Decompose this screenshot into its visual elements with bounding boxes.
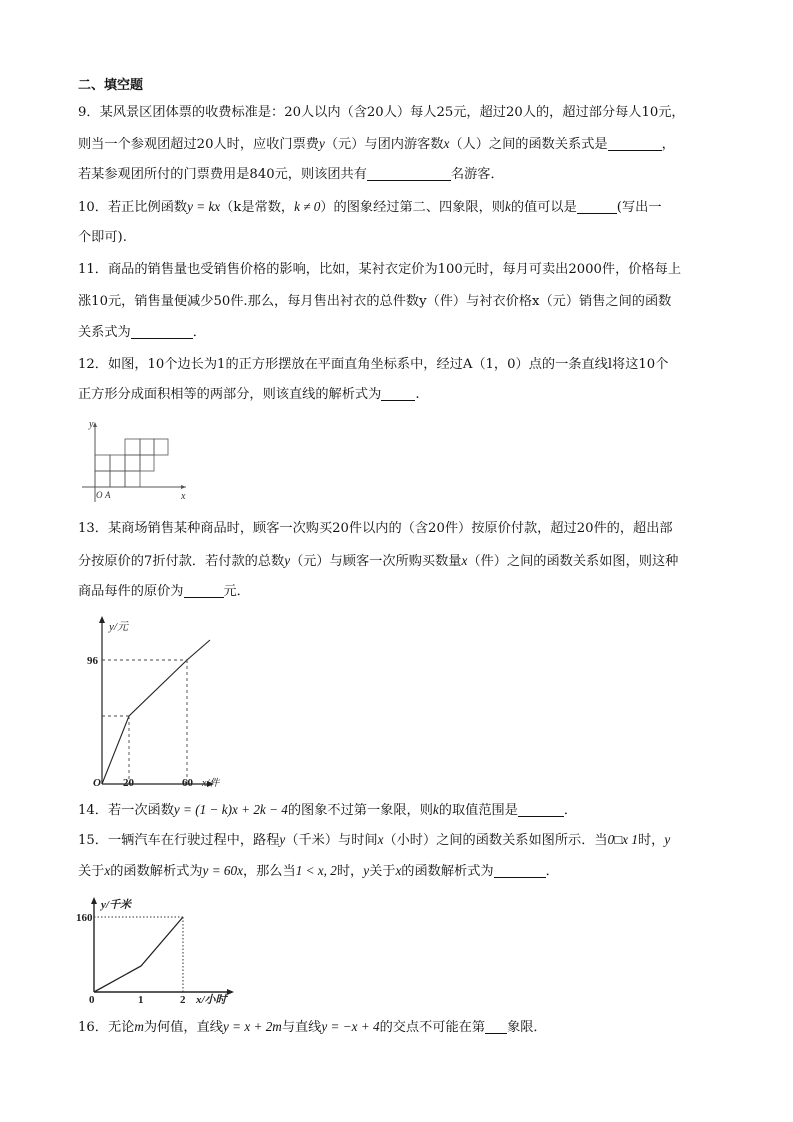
q16-line1: 16．无论m为何值，直线y = x + 2m与直线y = −x + 4的交点不可能在第 象限． bbox=[78, 1019, 547, 1035]
square-grid bbox=[95, 439, 168, 487]
q15-line2: 关于x的函数解析式为y = 60x，那么当1 < x, 2时，y关于x的函数解析式为 ． bbox=[78, 863, 559, 879]
fig12-x-label: x bbox=[181, 491, 186, 502]
guide-lines bbox=[94, 917, 183, 992]
y-axis-arrow bbox=[99, 616, 105, 623]
squares-figure bbox=[80, 418, 190, 504]
q11-line1: 11．商品的销售量也受销售价格的影响，比如，某衬衣定价为100元时，每月可卖出2000件，价格每上 bbox=[78, 262, 682, 277]
fig12-point-a-label: A bbox=[105, 490, 111, 500]
q13-line2: 分按原价的7折付款．若付款的总数y（元）与顾客一次所购买数量x（件）之间的函数关系如图，则这种 bbox=[78, 553, 679, 569]
q9-line3: 若某参观团所付的门票费用是840元，则该团共有 名游客． bbox=[78, 167, 504, 182]
q9-line1: 9．某风景区团体票的收费标准是：20人以内（含20人）每人25元，超过20人的，超过部分每人10元， bbox=[78, 105, 685, 120]
q12-line2: 正方形分成面积相等的两部分，则该直线的解析式为 . bbox=[78, 387, 420, 402]
fig15-origin-label: 0 bbox=[89, 994, 95, 1005]
fig15-x-tick-1: 1 bbox=[138, 994, 144, 1005]
q14-blank[interactable] bbox=[518, 802, 564, 817]
q13-line1: 13．某商场销售某种商品时，顾客一次购买20件以内的（含20件）按原价付款，超过20件的，超出部 bbox=[78, 521, 673, 536]
q13-line3: 商品每件的原价为 元． bbox=[78, 584, 250, 599]
fig13-x-tick-20: 20 bbox=[123, 777, 134, 788]
fig15-y-label: y/千米 bbox=[101, 899, 131, 911]
distance-line bbox=[94, 917, 183, 992]
price-line bbox=[102, 640, 210, 784]
x-axis-arrow bbox=[181, 485, 186, 489]
q10-line2: 个即可). bbox=[78, 230, 127, 245]
fig13-x-label: x/件 bbox=[202, 778, 220, 788]
q13-blank[interactable] bbox=[184, 583, 224, 598]
q9-blank-1[interactable] bbox=[608, 136, 662, 151]
guide-lines bbox=[102, 660, 187, 784]
fig13-origin-label: O bbox=[93, 777, 101, 788]
q15-blank[interactable] bbox=[494, 863, 546, 878]
fig13-x-tick-60: 60 bbox=[182, 777, 193, 788]
fig15-x-tick-2: 2 bbox=[180, 994, 186, 1005]
q11-line2: 涨10元，销售量便减少50件.那么，每月售出衬衣的总件数y（件）与衬衣价格x（元）销售之间的函数 bbox=[78, 294, 672, 309]
q12-blank[interactable] bbox=[381, 386, 415, 401]
q16-blank[interactable] bbox=[485, 1019, 507, 1034]
q11-blank[interactable] bbox=[131, 324, 193, 339]
q10-line1: 10．若正比例函数y = kx（k是常数，k ≠ 0）的图象经过第二、四象限，则k的值可以是 (写出一 bbox=[78, 199, 662, 215]
section-title: 二、填空题 bbox=[78, 78, 144, 93]
fig15-y-tick-160: 160 bbox=[76, 912, 93, 924]
fig13-y-label: y/元 bbox=[109, 621, 128, 633]
price-graph bbox=[86, 612, 222, 788]
fig13-y-tick-96: 96 bbox=[87, 655, 98, 667]
distance-graph bbox=[76, 893, 236, 1005]
q14-line1: 14．若一次函数y = (1 − k)x + 2k − 4的图象不过第一象限，则k的取值范围是 ． bbox=[78, 802, 578, 818]
q9-blank-2[interactable] bbox=[367, 166, 451, 181]
fig12-origin-label: O bbox=[96, 490, 103, 500]
y-axis-arrow bbox=[93, 422, 97, 427]
q12-line1: 12．如图，10个边长为1的正方形摆放在平面直角坐标系中，经过A（1，0）点的一条直线l将这10个 bbox=[78, 357, 669, 372]
y-axis-arrow bbox=[91, 897, 97, 904]
x-axis-arrow bbox=[227, 989, 234, 995]
fig12-y-label: y bbox=[89, 419, 94, 430]
q15-line1: 15．一辆汽车在行驶过程中，路程y（千米）与时间x（小时）之间的函数关系如图所示．当0□x 1时，y bbox=[78, 832, 671, 848]
q11-line3: 关系式为 ． bbox=[78, 325, 206, 340]
q10-blank[interactable] bbox=[577, 199, 617, 214]
fig15-x-label: x/小时 bbox=[196, 994, 227, 1005]
q9-line2: 则当一个参观团超过20人时，应收门票费y（元）与团内游客数x（人）之间的函数关系式是 ， bbox=[78, 136, 675, 152]
